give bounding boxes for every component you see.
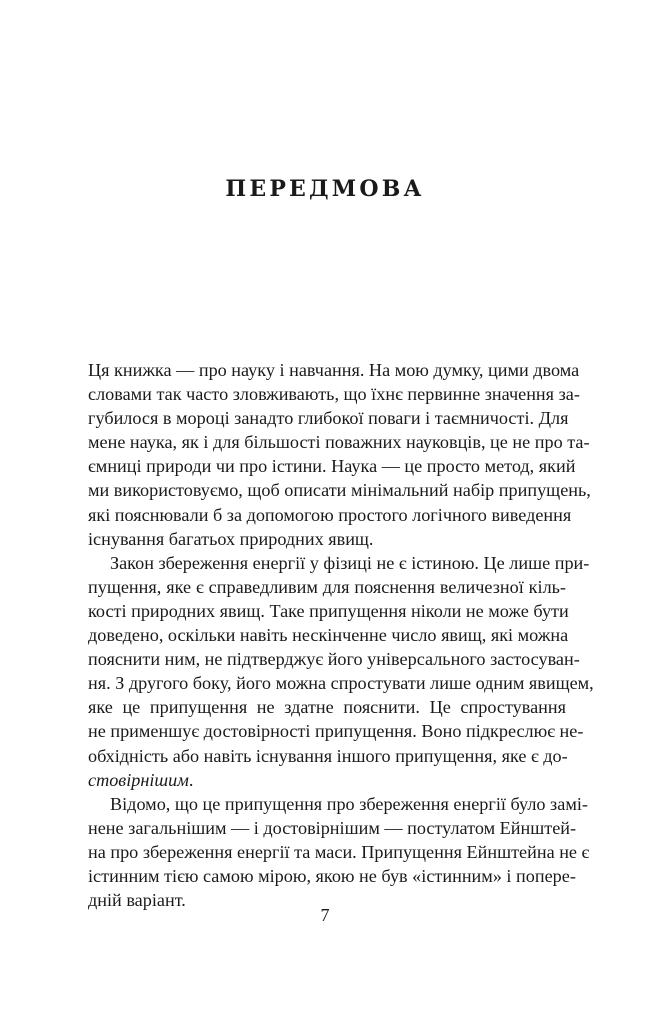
text-line: істинним тією самою мірою, якою не був «істинним» і попере-: [88, 865, 576, 886]
text-line: словами так часто зловживають, що їхнє первинне значення за-: [88, 384, 580, 405]
text-line: Ця книжка — про науку і навчання. На мою думку, цими двома: [88, 360, 580, 380]
text-tail: .: [188, 769, 194, 790]
text-line: пущення, яке є справедливим для пояснення величезної кіль-: [88, 576, 566, 597]
paragraph-1: [88, 358, 591, 551]
text-line: [88, 768, 566, 792]
text-line: які пояснювали б за допомогою простого логічного виведення: [88, 504, 572, 525]
text-line: пояснити ним, не підтверджує його універсального застосуван-: [88, 649, 580, 670]
text-line: кості природних явищ. Таке припущення ніколи не може бути: [88, 600, 569, 621]
text-line: існування багатьох природних явищ.: [88, 528, 374, 549]
text-line: не применшує достовірності припущення. Воно підкреслює не-: [88, 721, 584, 742]
text-line: мене наука, як і для більшості поважних науковців, це не про та-: [88, 432, 590, 453]
text-line: ми використовуємо, щоб описати мінімальний набір припущень,: [88, 480, 591, 501]
text-line: на про збереження енергії та маси. Припущення Ейнштейна не є: [88, 841, 590, 862]
text-line: Закон збереження енергії у фізиці не є істиною. Це лише при-: [110, 552, 590, 573]
text-line: губилося в мороці занадто глибокої поваги і таємничості. Для: [88, 408, 569, 429]
text-line: ня. З другого боку, його можна спростувати лише одним явищем,: [88, 673, 594, 694]
text-line: яке це припущення не здатне пояснити. Це спростування: [88, 697, 566, 718]
paragraph-3: [88, 792, 590, 912]
text-line: Відомо, що це припущення про збереження енергії було замі-: [110, 793, 588, 814]
italic-word: стовірнішим: [88, 769, 189, 790]
text-line: доведено, оскільки навіть нескінченне число явищ, які можна: [88, 625, 569, 646]
text-line: нене загальнішим — і достовірнішим — постулатом Ейнштей-: [88, 817, 577, 838]
text-line: обхідність або навіть існування іншого припущення, яке є до-: [88, 745, 568, 766]
chapter-title: ПЕРЕДМОВА: [225, 176, 425, 202]
text-line: ємниці природи чи про істини. Наука — це просто метод, який: [88, 456, 576, 477]
text-line: дній варіант.: [88, 890, 186, 911]
paragraph-2: [88, 551, 594, 792]
body-text: [88, 358, 594, 912]
page-number: 7: [320, 905, 330, 925]
